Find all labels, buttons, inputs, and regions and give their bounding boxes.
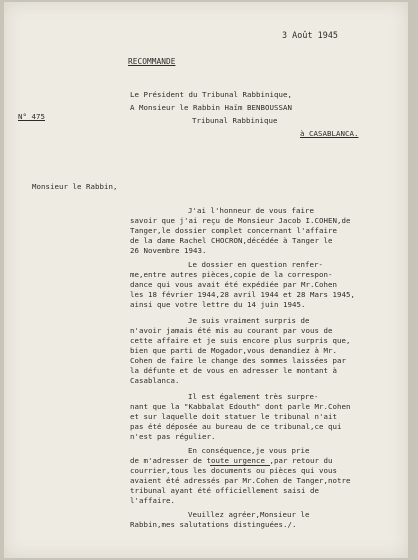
body-line: la défunte et de vous en adresser le montant à [130,366,337,375]
body-line: nant que la "Kabbalat Edouth" dont parle Mr.Cohen [130,402,351,411]
body-line: ainsi que votre lettre du 14 juin 1945. [130,300,306,309]
body-line: Tanger,le dossier complet concernant l'affaire [130,226,337,235]
body-line: Je suis vraiment surpris de [188,316,310,325]
body-line: de m'adresser de toute urgence ,par retour du [130,456,333,465]
letter-date: 3 Août 1945 [282,30,339,40]
recipient-city: à CASABLANCA. [300,129,359,138]
body-line: Le dossier en question renfer- [188,260,323,269]
closing-line: Rabbin,mes salutations distinguées./. [130,520,297,529]
registered-heading: RECOMMANDE [128,57,176,66]
sender-line: Le Président du Tribunal Rabbinique, [130,90,292,99]
body-line: avaient été adressés par Mr.Cohen de Tanger,notre [130,476,351,485]
body-line: les 18 février 1944,28 avril 1944 et 28 Mars 1945, [130,290,355,299]
body-line: Cohen de faire le change des sommes laissées par [130,356,346,365]
body-line: Il est également très surpre- [188,392,319,401]
body-line: cette affaire et je suis encore plus surpris que, [130,336,351,345]
body-line: courrier,tous les documents ou pièces qui vous [130,466,337,475]
closing-line: Veuillez agréer,Monsieur le [188,510,310,519]
body-line: Casablanca. [130,376,180,385]
body-line: En conséquence,je vous prie [188,446,310,455]
body-line: et sur laquelle doit statuer le tribunal n'ait [130,412,337,421]
body-line: savoir que j'ai reçu de Monsieur Jacob I.COHEN,de [130,216,351,225]
body-line: pas été déposée au bureau de ce tribunal,ce qui [130,422,342,431]
body-line: bien que parti de Mogador,vous demandiez à Mr. [130,346,337,355]
recipient-institution: Tribunal Rabbinique [192,116,278,125]
body-line: 26 Novembre 1943. [130,246,207,255]
body-line: J'ai l'honneur de vous faire [188,206,314,215]
reference-number: N° 475 [18,112,45,121]
recipient-line: A Monsieur le Rabbin Haïm BENBOUSSAN [130,103,292,112]
body-line: de la dame Rachel CHOCRON,décédée à Tanger le [130,236,333,245]
body-line: n'est pas régulier. [130,432,216,441]
salutation: Monsieur le Rabbin, [32,182,118,191]
body-line: tribunal ayant été officiellement saisi de [130,486,319,495]
body-line: me,entre autres pièces,copie de la correspon- [130,270,333,279]
letter-page [4,2,408,558]
body-line: n'avoir jamais été mis au courant par vous de [130,326,333,335]
body-line: l'affaire. [130,496,175,505]
body-line: dance qui vous avait été expédiée par Mr.Cohen [130,280,337,289]
